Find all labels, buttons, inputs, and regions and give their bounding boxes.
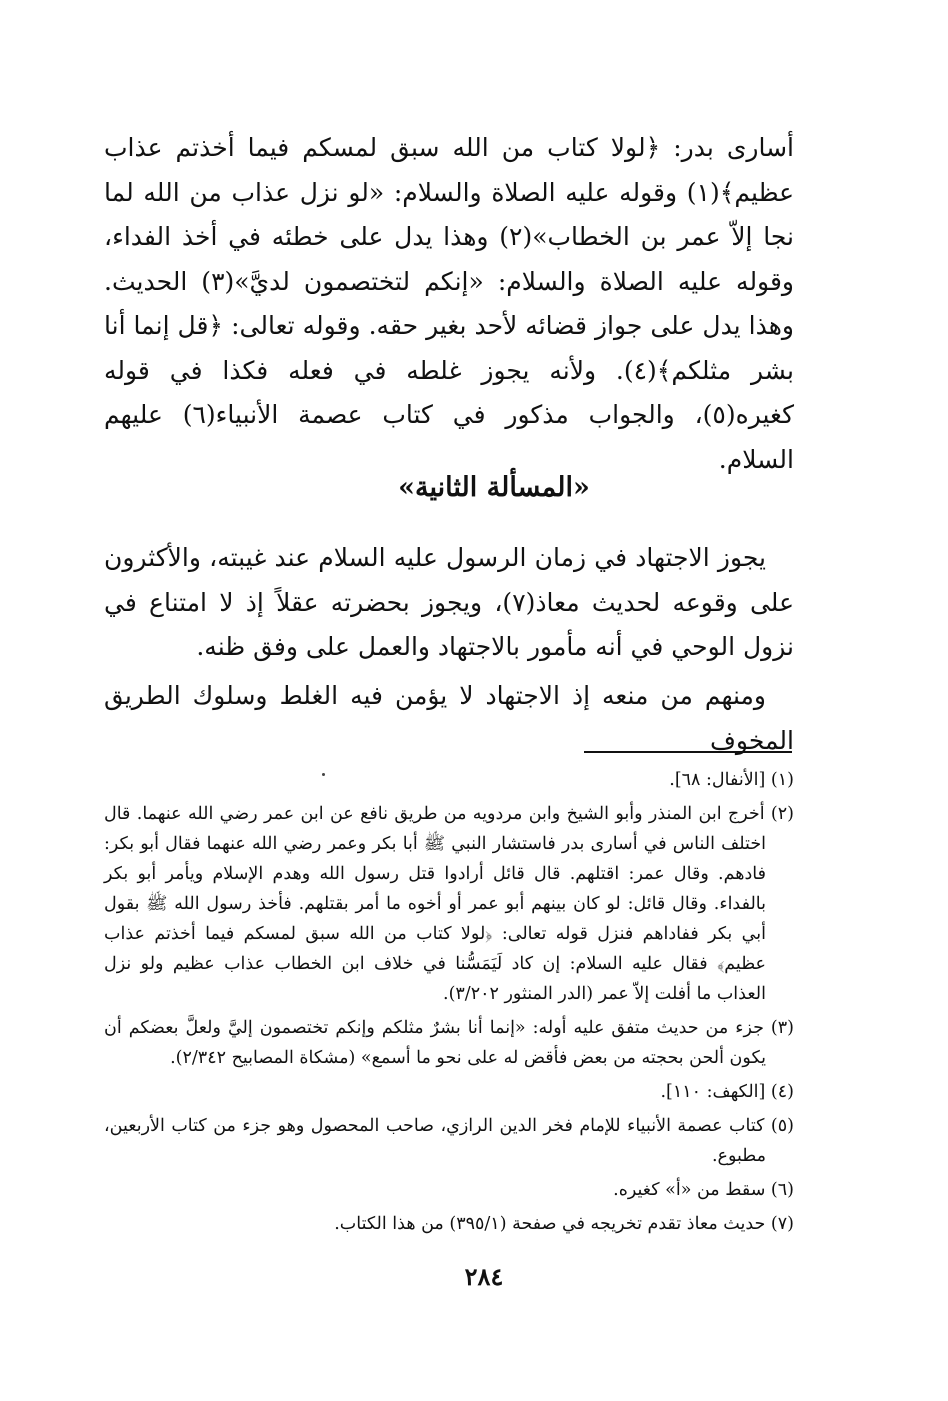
- footnote-6: (٦) سقط من «أ» كغيره.: [613, 1180, 794, 1200]
- section-heading: «المسألة الثانية»: [398, 472, 590, 503]
- footnote-2: (٢) أخرج ابن المنذر وأبو الشيخ وابن مردويه من طريق نافع عن ابن عمر رضي الله عنهما. قال اختلف الناس في أسارى بدر فاستشار النبي ﷺ أبا بكر وعمر رضي الله عنهما فقال أبو بكر: فادهم. وقال عمر: اقتلهم. قال قائل أرادوا قتل رسول الله وهدم الإسلام ويأمر أبو بكر بالفداء. وقال قائل: لو كان بينهم أبو عمر أو أخوه ما أمر بقتلهم. فأخذ رسول الله ﷺ بقول أبي بكر ففاداهم فنزل قوله تعالى: ﴿لولا كتاب من الله سبق لمسكم فيما أخذتم عذاب عظيم﴾ فقال عليه السلام: إن كاد لَيَمَسُّنا في خلاف ابن الخطاب عذاب عظيم ولو نزل العذاب ما أفلت إلاّ عمر (الدر المنثور ٣/٢٠٢).: [104, 804, 794, 1004]
- footnotes: [104, 765, 794, 1243]
- footnote-7: (٧) حديث معاذ تقدم تخريجه في صفحة (٣٩٥/١) من هذا الكتاب.: [334, 1214, 794, 1234]
- footnote-3: (٣) جزء من حديث متفق عليه أوله: «إنما أنا بشرٌ مثلكم وإنكم تختصمون إليَّ ولعلَّ بعضكم أن يكون ألحن بحجته من بعض فأقض له على نحو ما أسمع» (مشكاة المصابيح ٢/٣٤٢).: [104, 1018, 794, 1068]
- body-paragraph-3: ومنهم من منعه إذ الاجتهاد لا يؤمن فيه الغلط وسلوك الطريق المخوف: [104, 681, 794, 755]
- footnote-separator: [584, 751, 792, 753]
- body-paragraph-2: يجوز الاجتهاد في زمان الرسول عليه السلام عند غيبته، والأكثرون على وقوعه لحديث معاذ(٧)، ويجوز بحضرته عقلاً إذ لا امتناع في نزول الوحي في أنه مأمور بالاجتهاد والعمل على وفق ظنه.: [104, 543, 795, 661]
- footnote-4: (٤) [الكهف: ١١٠].: [660, 1082, 794, 1102]
- footnote-1: (١) [الأنفال: ٦٨].: [669, 770, 794, 790]
- footnote-5: (٥) كتاب عصمة الأنبياء للإمام فخر الدين الرازي، صاحب المحصول وهو جزء من كتاب الأربعين، مطبوع.: [104, 1116, 794, 1166]
- body-paragraph-1: أسارى بدر: ﴿لولا كتاب من الله سبق لمسكم فيما أخذتم عذاب عظيم﴾(١) وقوله عليه الصلاة والسلام: «لو نزل عذاب من الله لما نجا إلاّ عمر بن الخطاب»(٢) وهذا يدل على خطئه في أخذ الفداء، وقوله عليه الصلاة والسلام: «إنكم لتختصمون لديَّ»(٣) الحديث. وهذا يدل على جواز قضائه لأحد بغير حقه. وقوله تعالى: ﴿قل إنما أنا بشر مثلكم﴾(٤). ولأنه يجوز غلطه في فعله فكذا في قوله كغيره(٥)، والجواب مذكور في كتاب عصمة الأنبياء(٦) عليهم السلام.: [104, 133, 795, 474]
- page-number: ٢٨٤: [464, 1262, 504, 1291]
